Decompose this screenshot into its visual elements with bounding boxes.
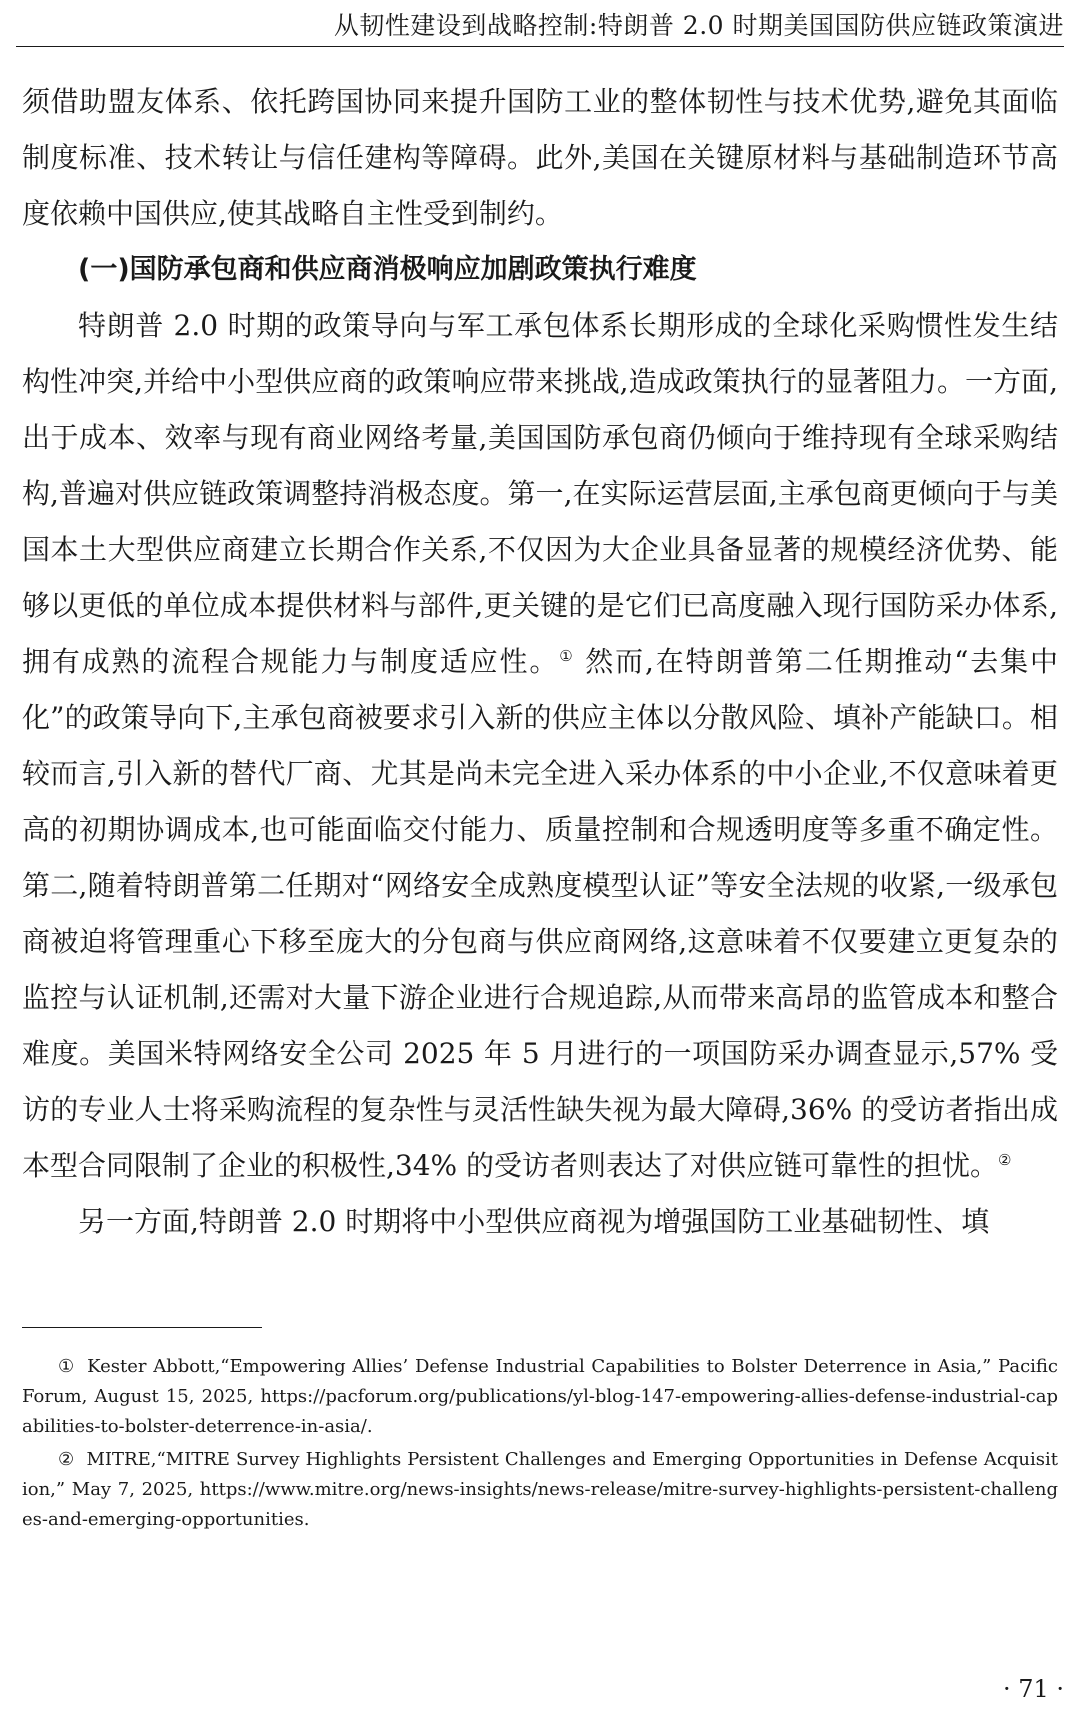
footnote-rule bbox=[22, 1327, 262, 1328]
footnote-ref-2[interactable]: ② bbox=[998, 1151, 1012, 1169]
paragraph-main bbox=[22, 298, 1058, 1194]
footnote-2 bbox=[22, 1445, 1058, 1535]
body-text bbox=[22, 74, 1058, 1250]
footnotes bbox=[22, 1352, 1058, 1538]
page-number: · 71 · bbox=[1002, 1675, 1064, 1703]
footnote-2-marker: ② bbox=[58, 1449, 75, 1470]
paragraph-main-part-2: 然而,在特朗普第二任期推动“去集中化”的政策导向下,主承包商被要求引入新的供应主体以分散风险、填补产能缺口。相较而言,引入新的替代厂商、尤其是尚未完全进入采办体系的中小企业,不仅意味着更高的初期协调成本,也可能面临交付能力、质量控制和合规透明度等多重不确定性。第二,随着特朗普第二任期对“网络安全成熟度模型认证”等安全法规的收紧,一级承包商被迫将管理重心下移至庞大的分包商与供应商网络,这意味着不仅要建立更复杂的监控与认证机制,还需对大量下游企业进行合规追踪,从而带来高昂的监管成本和整合难度。美国米特网络安全公司 2025 年 5 月进行的一项国防采办调查显示,57% 受访的专业人士将采购流程的复杂性与灵活性缺失视为最大障碍,36% 的受访者指出成本型合同限制了企业的积极性,34% 的受访者则表达了对供应链可靠性的担忧。 bbox=[22, 645, 1058, 1182]
footnote-1 bbox=[22, 1352, 1058, 1442]
paragraph-main-part-1: 特朗普 2.0 时期的政策导向与军工承包体系长期形成的全球化采购惯性发生结构性冲突,并给中小型供应商的政策响应带来挑战,造成政策执行的显著阻力。一方面,出于成本、效率与现有商业网络考量,美国国防承包商仍倾向于维持现有全球采购结构,普遍对供应链政策调整持消极态度。第一,在实际运营层面,主承包商更倾向于与美国本土大型供应商建立长期合作关系,不仅因为大企业具备显著的规模经济优势、能够以更低的单位成本提供材料与部件,更关键的是它们已高度融入现行国防采办体系,拥有成熟的流程合规能力与制度适应性。 bbox=[22, 309, 1058, 678]
paragraph-continuation: 须借助盟友体系、依托跨国协同来提升国防工业的整体韧性与技术优势,避免其面临制度标准、技术转让与信任建构等障碍。此外,美国在关键原材料与基础制造环节高度依赖中国供应,使其战略自主性受到制约。 bbox=[22, 85, 1058, 230]
footnote-1-marker: ① bbox=[58, 1356, 76, 1377]
footnote-ref-1[interactable]: ① bbox=[559, 647, 575, 665]
footnote-2-text: MITRE,“MITRE Survey Highlights Persistent Challenges and Emerging Opportunities in Defense Acquisition,” May 7, 2025, https://www.mitre.org/news-insights/news-release/mitre-survey-highlights-persistent-challenges-and-emerging-opportunities. bbox=[22, 1449, 1059, 1530]
running-header: 从韧性建设到战略控制:特朗普 2.0 时期美国国防供应链政策演进 bbox=[333, 11, 1064, 40]
footnote-1-text: Kester Abbott,“Empowering Allies’ Defense Industrial Capabilities to Bolster Deterrence in Asia,” Pacific Forum, August 15, 2025, https://pacforum.org/publications/yl-blog-147-empowering-allies-defense-industrial-capabilities-to-bolster-deterrence-in-asia/. bbox=[22, 1356, 1058, 1437]
section-heading: (一)国防承包商和供应商消极响应加剧政策执行难度 bbox=[78, 254, 697, 285]
header-rule bbox=[16, 46, 1064, 47]
paragraph-next: 另一方面,特朗普 2.0 时期将中小型供应商视为增强国防工业基础韧性、填 bbox=[78, 1205, 990, 1238]
